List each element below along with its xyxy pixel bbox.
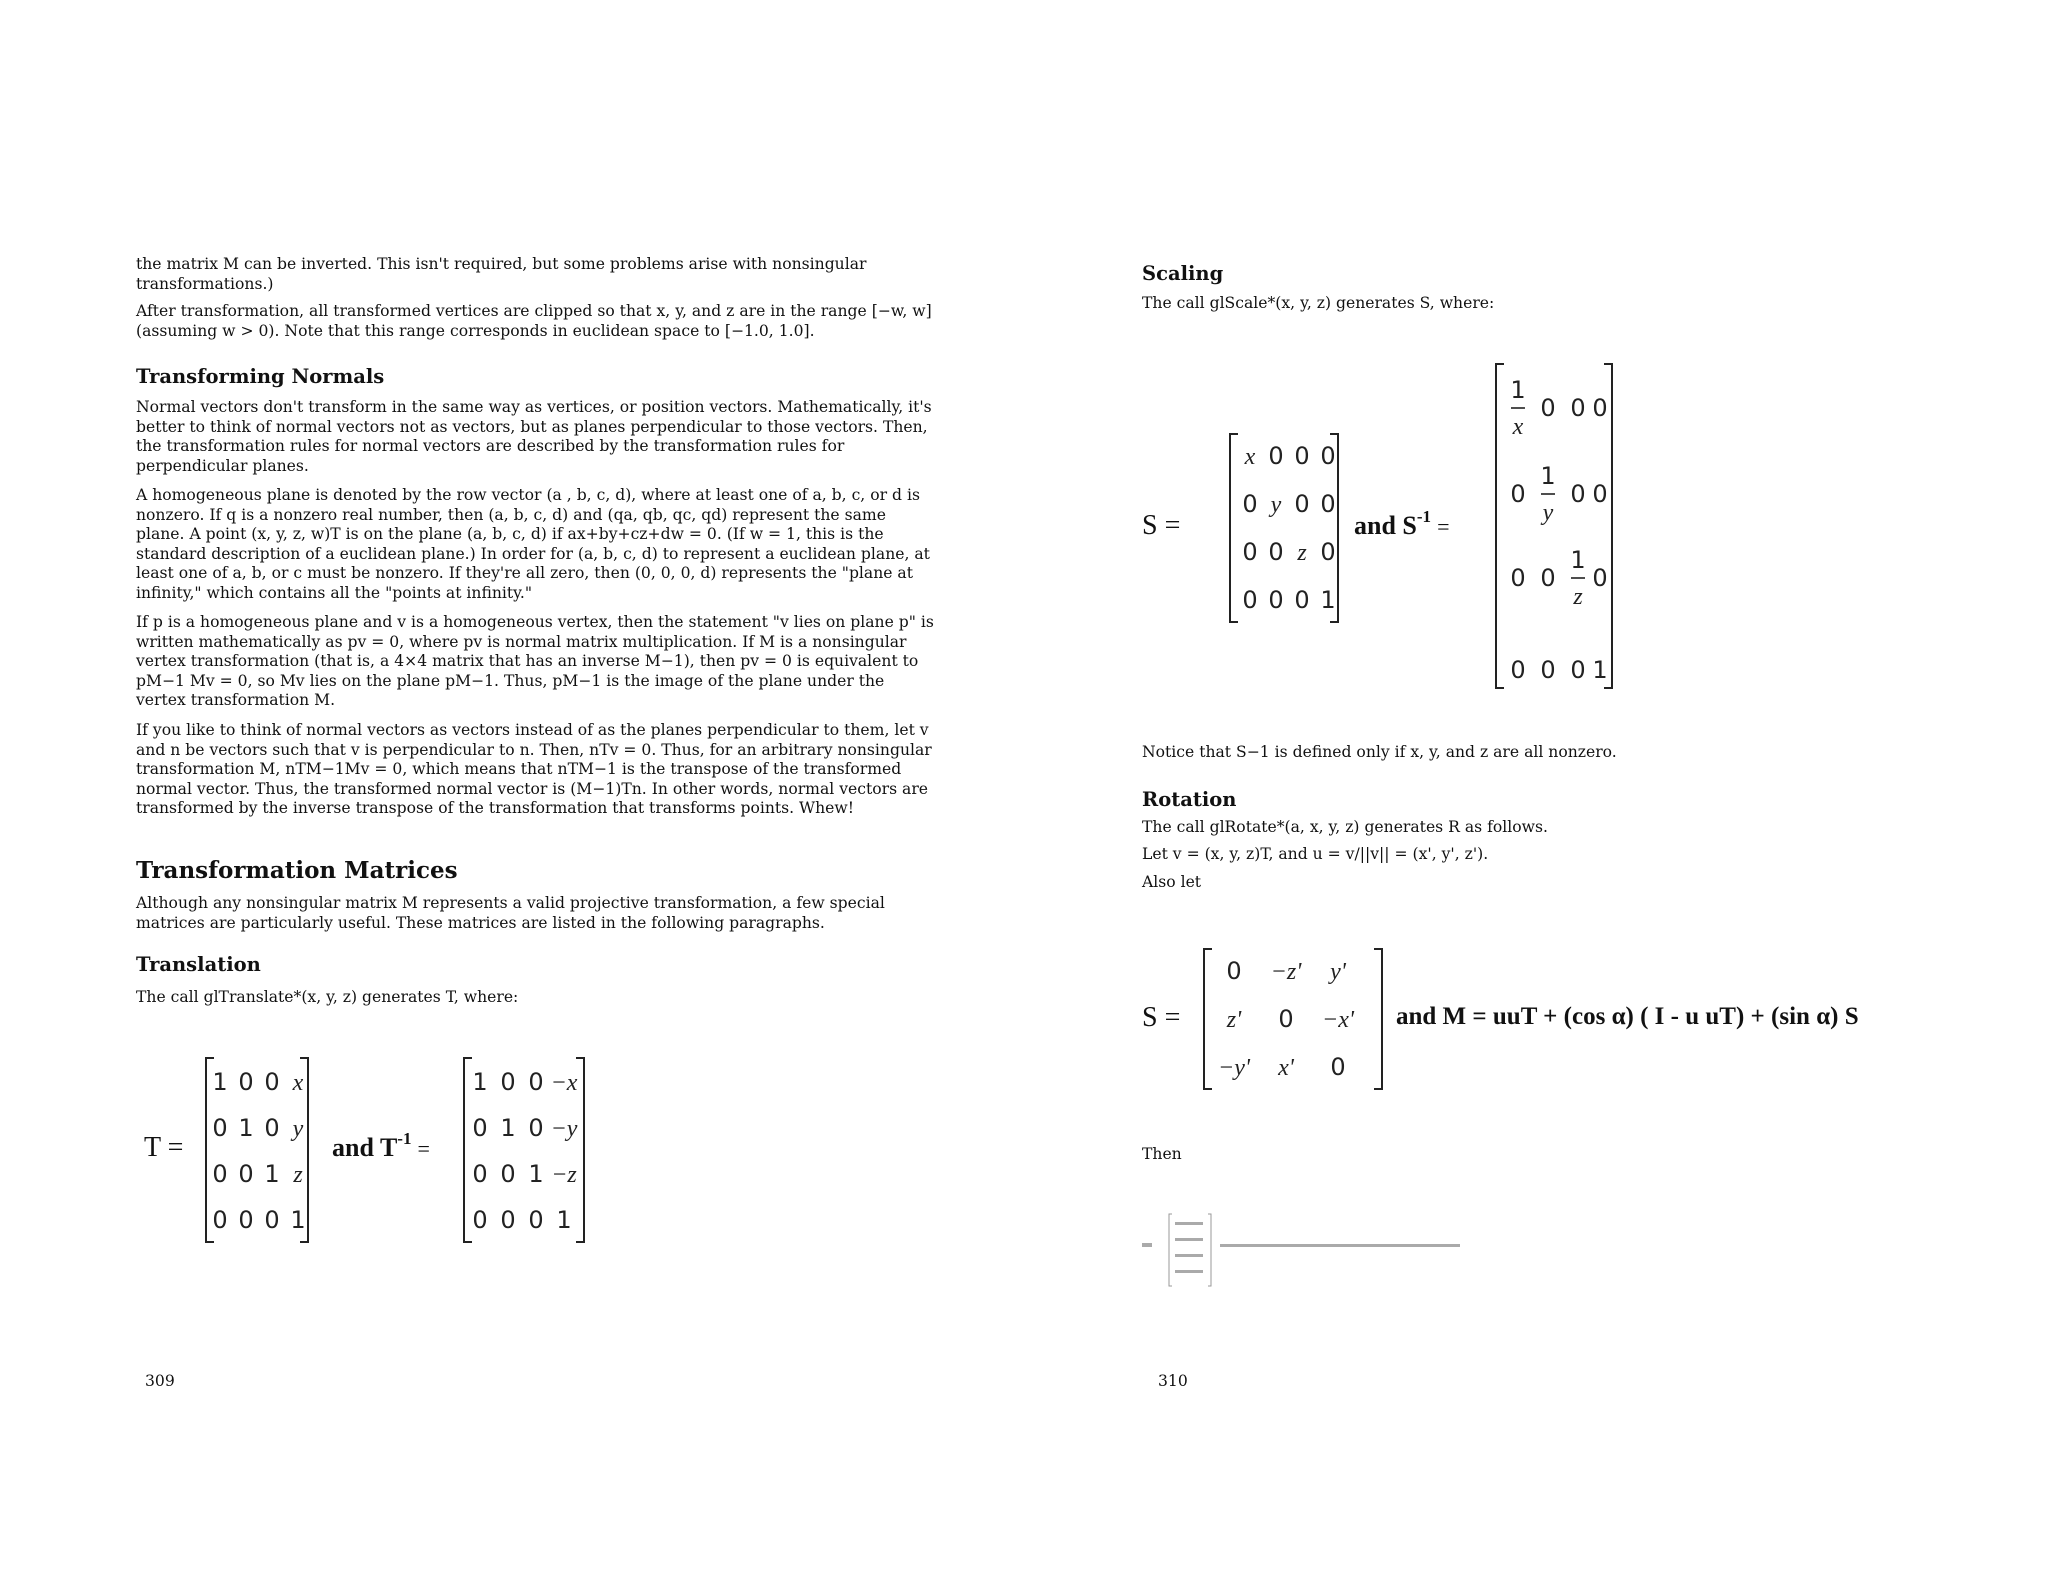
R-cell-1-0: z' <box>1226 1007 1242 1033</box>
Tinv-cell-3-3: 1 <box>556 1206 572 1234</box>
rotation-equation <box>1142 945 1942 1095</box>
T-cell-3-1: 0 <box>238 1206 254 1234</box>
Sinv-cell-0-0-num: 1 <box>1510 376 1526 404</box>
translation-equation <box>136 1050 616 1250</box>
scaling-equation <box>1142 360 1622 692</box>
Sinv-left-bracket <box>1496 364 1504 688</box>
matrices-paragraph: Although any nonsingular matrix M represents a valid projective transformation, a few special matrices are particularly useful. These matrices are listed in the following paragraphs. <box>136 894 885 932</box>
eq-S-and: and $S^{-1}$ $_=$ <box>1354 507 1450 540</box>
scaling-note: Notice that S−1 is defined only if x, y, and z are all nonzero. <box>1142 743 1617 761</box>
T-cell-3-0: 0 <box>212 1206 228 1234</box>
eq-T-and: and $T^{-1}$ $_=$ <box>332 1129 430 1162</box>
Tinv-cell-2-1: 0 <box>500 1160 516 1188</box>
intro-paragraph-1: the matrix M can be inverted. This isn't required, but some problems arise with nonsingular transformations.) <box>136 255 867 293</box>
T-cell-0-0: 1 <box>212 1068 228 1096</box>
Sinv-cell-0-3: 0 <box>1592 394 1608 422</box>
T-cell-1-1: 1 <box>238 1114 254 1142</box>
T-cell-1-0: 0 <box>212 1114 228 1142</box>
R-right-bracket <box>1374 949 1382 1089</box>
S-cell-3-2: 0 <box>1294 586 1310 614</box>
scaling-paragraph: The call glScale*(x, y, z) generates S, where: <box>1142 294 1495 312</box>
Tinv-matrix-cells <box>472 1068 577 1234</box>
heading-transforming-normals: Transforming Normals <box>136 365 385 388</box>
S-matrix-cells <box>1242 442 1335 614</box>
S-cell-1-3: 0 <box>1320 490 1336 518</box>
Tinv-cell-3-1: 0 <box>500 1206 516 1234</box>
S-cell-2-3: 0 <box>1320 538 1336 566</box>
Tinv-cell-0-0: 1 <box>472 1068 488 1096</box>
Tinv-cell-2-3: −z <box>551 1162 577 1188</box>
Sinv-cell-1-3: 0 <box>1592 480 1608 508</box>
T-cell-3-3: 1 <box>290 1206 306 1234</box>
S-cell-0-3: 0 <box>1320 442 1336 470</box>
S-cell-0-2: 0 <box>1294 442 1310 470</box>
S-cell-0-1: 0 <box>1268 442 1284 470</box>
normals-paragraph-3: If p is a homogeneous plane and v is a homogeneous vertex, then the statement "v lies on plane p" is written mathematically as pv = 0, where pv is normal matrix multiplication. If M is a nonsingular vertex transformation (that is, a 4×4 matrix that has an inverse M−1), then pv = 0 is equivalent to pM−1 Mv = 0, so Mv lies on the plane pM−1. Thus, pM−1 is the image of the plane under the vertex transformation M. <box>136 613 934 710</box>
T-cell-1-2: 0 <box>264 1114 280 1142</box>
R-cell-0-0: 0 <box>1226 957 1242 985</box>
S-cell-3-0: 0 <box>1242 586 1258 614</box>
S-cell-1-0: 0 <box>1242 490 1258 518</box>
Sinv-cell-3-1: 0 <box>1540 656 1556 684</box>
Sinv-cell-2-2-den: z <box>1573 584 1583 610</box>
rotation-paragraph-1: The call glRotate*(a, x, y, z) generates R as follows. <box>1142 818 1548 836</box>
heading-rotation: Rotation <box>1142 788 1237 811</box>
heading-scaling: Scaling <box>1142 262 1224 285</box>
Sinv-cell-3-3: 1 <box>1592 656 1608 684</box>
Sinv-cell-3-2: 0 <box>1570 656 1586 684</box>
Tinv-cell-2-0: 0 <box>472 1160 488 1188</box>
eq-S-label: S = <box>1142 510 1181 541</box>
normals-paragraph-2: A homogeneous plane is denoted by the row vector (a , b, c, d), where at least one of a, b, c, or d is nonzero. If q is a nonzero real number, then (a, b, c, d) and (qa, qb, qc, qd) represent the same plane. A point (x, y, z, w)T is on the plane (a, b, c, d) if ax+by+cz+dw = 0. (If w = 1, this is the standard description of a euclidean plane.) In order for (a, b, c, d) to represent a euclidean plane, at least one of a, b, or c must be nonzero. If they're all zero, then (0, 0, 0, d) represents the "plane at infinity," which contains all the "points at infinity." <box>136 486 930 602</box>
Tinv-cell-0-1: 0 <box>500 1068 516 1096</box>
Sinv-cell-2-2-num: 1 <box>1570 546 1586 574</box>
Sinv-cell-2-0: 0 <box>1510 564 1526 592</box>
R-matrix-thumbnail <box>1142 1210 1562 1290</box>
R-cell-2-2: 0 <box>1330 1053 1346 1081</box>
page-number-left: 309 <box>145 1372 175 1390</box>
T-cell-2-1: 0 <box>238 1160 254 1188</box>
Sinv-cell-2-3: 0 <box>1592 564 1608 592</box>
S-cell-2-2: z <box>1297 540 1307 566</box>
T-cell-3-2: 0 <box>264 1206 280 1234</box>
normals-paragraph-4: If you like to think of normal vectors as vectors instead of as the planes perpendicular to them, let v and n be vectors such that v is perpendicular to n. Then, nTv = 0. Thus, for an arbitrary nonsingular transformation M, nTM−1Mv = 0, which means that nTM−1 is the transpose of the transformed normal vector. Thus, the transformed normal vector is (M−1)Tn. In other words, normal vectors are transformed by the inverse transpose of the transformation that transforms points. Whew! <box>136 721 932 818</box>
S-left-bracket <box>1230 434 1238 622</box>
rotation-paragraph-3: Also let <box>1142 873 1202 891</box>
Sinv-cell-2-1: 0 <box>1540 564 1556 592</box>
eq-R-label: S = <box>1142 1002 1181 1033</box>
Sinv-cell-0-1: 0 <box>1540 394 1556 422</box>
T-matrix-cells <box>212 1068 305 1234</box>
T-cell-0-2: 0 <box>264 1068 280 1096</box>
intro-paragraph-2: After transformation, all transformed vertices are clipped so that x, y, and z are in the range [−w, w] (assuming w > 0). Note that this range corresponds in euclidean space to [−1.0, 1.0]. <box>136 302 932 340</box>
S-cell-2-1: 0 <box>1268 538 1284 566</box>
translation-paragraph: The call glTranslate*(x, y, z) generates T, where: <box>136 988 519 1006</box>
T-cell-2-2: 1 <box>264 1160 280 1188</box>
Sinv-cell-1-0: 0 <box>1510 480 1526 508</box>
Sinv-cell-1-1-num: 1 <box>1540 462 1556 490</box>
Tinv-cell-2-2: 1 <box>528 1160 544 1188</box>
S-cell-1-2: 0 <box>1294 490 1310 518</box>
Tinv-cell-1-2: 0 <box>528 1114 544 1142</box>
heading-transformation-matrices: Transformation Matrices <box>136 857 458 884</box>
eq-T-label: T = <box>144 1132 184 1163</box>
Tinv-cell-0-2: 0 <box>528 1068 544 1096</box>
Tinv-cell-0-3: −x <box>550 1070 578 1096</box>
R-matrix-cells <box>1218 957 1355 1081</box>
S-cell-2-0: 0 <box>1242 538 1258 566</box>
Tinv-cell-1-1: 1 <box>500 1114 516 1142</box>
page-number-right: 310 <box>1158 1372 1188 1390</box>
R-cell-0-2: y' <box>1330 959 1346 985</box>
heading-translation: Translation <box>136 953 261 976</box>
Tinv-cell-1-3: −y <box>550 1116 578 1142</box>
Tinv-cell-3-2: 0 <box>528 1206 544 1234</box>
Sinv-cell-0-2: 0 <box>1570 394 1586 422</box>
Tinv-cell-3-0: 0 <box>472 1206 488 1234</box>
R-cell-1-2: −x' <box>1322 1007 1354 1033</box>
T-cell-2-3: z <box>293 1162 303 1188</box>
Tinv-left-bracket <box>464 1058 472 1242</box>
S-cell-0-0: x <box>1244 444 1256 470</box>
normals-paragraph-1: Normal vectors don't transform in the same way as vertices, or position vectors. Mathematically, it's better to think of normal vectors not as vectors, but as planes perpendicular to those vectors. Then, the transformation rules for normal vectors are described by the transformation rules for perpendicular planes. <box>136 398 932 475</box>
Sinv-cell-1-1-den: y <box>1542 500 1554 526</box>
R-left-bracket <box>1204 949 1212 1089</box>
then-text: Then <box>1142 1145 1182 1163</box>
Sinv-cell-0-0-den: x <box>1512 414 1524 440</box>
R-cell-1-1: 0 <box>1278 1005 1294 1033</box>
T-cell-0-3: x <box>292 1070 304 1096</box>
eq-M-text: and M = uuT + (cos α) ( I - u uT) + (sin α) S <box>1396 1003 1859 1030</box>
R-cell-0-1: −z' <box>1270 959 1302 985</box>
T-cell-0-1: 0 <box>238 1068 254 1096</box>
T-cell-2-0: 0 <box>212 1160 228 1188</box>
S-cell-3-1: 0 <box>1268 586 1284 614</box>
Sinv-cell-3-0: 0 <box>1510 656 1526 684</box>
Sinv-cell-1-2: 0 <box>1570 480 1586 508</box>
R-cell-2-1: x' <box>1278 1055 1294 1081</box>
right-page <box>1024 0 2048 1582</box>
R-cell-2-0: −y' <box>1218 1055 1250 1081</box>
T-cell-1-3: y <box>292 1116 304 1142</box>
S-cell-1-1: y <box>1270 492 1282 518</box>
S-cell-3-3: 1 <box>1320 586 1336 614</box>
Sinv-matrix-cells <box>1510 376 1607 684</box>
rotation-paragraph-2: Let v = (x, y, z)T, and u = v/||v|| = (x', y', z'). <box>1142 845 1489 863</box>
Tinv-cell-1-0: 0 <box>472 1114 488 1142</box>
